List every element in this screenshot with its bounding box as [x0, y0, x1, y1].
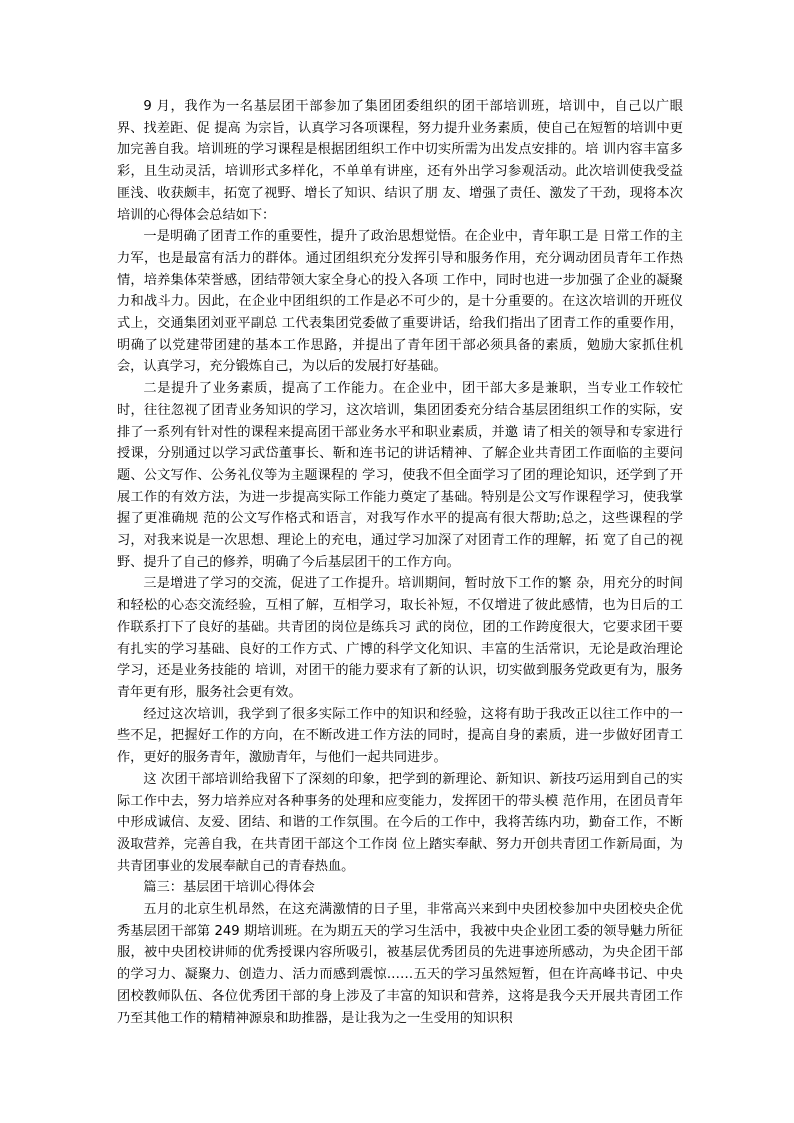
document-page	[117, 96, 683, 1029]
paragraph-point-two: 二是提升了业务素质，提高了工作能力。在企业中，团干部大多是兼职，当专业工作较忙 时，往往忽视了团青业务知识的学习，这次培训，集团团委充分结合基层团组织工作的实际，安排了一系列有针对性的课程来提高团干部业务水平和职业素质，并邀 请了相关的领导和专家进行授课，分别通过以学习武岱董事长、靳和连书记的讲话精神、了解企业共青团工作面临的主要问题、公文写作、公务礼仪等为主题课程的 学习，使我不但全面学习了团的理论知识，还学到了开展工作的有效方法，为进一步提高实际工作能力奠定了基础。特别是公文写作课程学习，使我掌握了更准确规 范的公文写作格式和语言，对我写作水平的提高有很大帮助;总之，这些课程的学习，对我来说是一次思想、理论上的充电，通过学习加深了对团青工作的理解，拓 宽了自己的视野、提升了自己的修养，明确了今后基层团干的工作方向。	[117, 381, 683, 570]
paragraph-summary: 经过这次培训，我学到了很多实际工作中的知识和经验，这将有助于我改正以往工作中的一些不足，把握好工作的方向，在不断改进工作方法的同时，提高自身的素质，进一步做好团青工作，更好的服务青年，激励青年，与他们一起共同进步。	[117, 706, 683, 766]
paragraph-intro: 9 月，我作为一名基层团干部参加了集团团委组织的团干部培训班，培训中，自己以广眼界、找差距、促 提高 为宗旨，认真学习各项课程，努力提升业务素质，使自己在短暂的培训中更加完善自我。培训班的学习课程是根据团组织工作中切实所需为出发点安排的。培 训内容丰富多彩，且生动灵活，培训形式多样化，不单单有讲座，还有外出学习参观活动。此次培训使我受益匪浅、收获颇丰，拓宽了视野、增长了知识、结识了朋 友、增强了责任、激发了干劲，现将本次培训的心得体会总结如下：	[117, 99, 683, 223]
paragraph-point-three: 三是增进了学习的交流，促进了工作提升。培训期间，暂时放下工作的繁 杂，用充分的时间和轻松的心态交流经验，互相了解，互相学习，取长补短，不仅增进了彼此感情，也为日后的工作联系打下了良好的基础。共青团的岗位是练兵习 武的岗位，团的工作跨度很大，它要求团干要有扎实的学习基础、良好的工作方式、广博的科学文化知识、丰富的生活常识，无论是政治理论学习，还是业务技能的 培训，对团干的能力要求有了新的认识，切实做到服务党政更有为，服务青年更有形，服务社会更有效。	[117, 576, 683, 700]
section-heading: 篇三：基层团干培训心得体会	[143, 880, 315, 896]
paragraph-point-one: 一是明确了团青工作的重要性，提升了政治思想觉悟。在企业中，青年职工是 日常工作的主力军，也是最富有活力的群体。通过团组织充分发挥引导和服务作用，充分调动团员青年工作热情，培养集体荣誉感，团结带领大家全身心的投入各项 工作中，同时也进一步加强了企业的凝聚力和战斗力。因此，在企业中团组织的工作是必不可少的，是十分重要的。在这次培训的开班仪式上，交通集团刘亚平副总 工代表集团党委做了重要讲话，给我们指出了团青工作的重要作用，明确了以党建带团建的基本工作思路，并提出了青年团干部必须具备的素质，勉励大家抓住机 会，认真学习，充分锻炼自己，为以后的发展打好基础。	[117, 229, 683, 375]
paragraph-conclusion: 这 次团干部培训给我留下了深刻的印象，把学到的新理论、新知识、新技巧运用到自己的实际工作中去，努力培养应对各种事务的处理和应变能力，发挥团干的带头模 范作用，在团员青年中形成诚信、友爱、团结、和谐的工作氛围。在今后的工作中，我将苦练内功，勤奋工作，不断汲取营养，完善自我，在共青团干部这个工作岗 位上踏实奉献、努力开创共青团工作新局面，为共青团事业的发展奉献自己的青春热血。	[117, 771, 683, 874]
paragraph-section-three-body: 五月的北京生机昂然，在这充满激情的日子里，非常高兴来到中央团校参加中央团校央企优秀基层团干部第 249 期培训班。在为期五天的学习生活中，我被中央企业团工委的领导魅力所征服，被中央团校讲师的优秀授课内容所吸引，被基层优秀团员的先进事迹所感动，为央企团干部的学习力、凝聚力、创造力、活力而感到震惊……五天的学习虽然短暂，但在许高峰书记、中央团校教师队伍、各位优秀团干部的身上涉及了丰富的知识和营养，这将是我今天开展共青团工作乃至其他工作的精精神源泉和助推器，是让我为之一生受用的知识积	[117, 902, 683, 1026]
